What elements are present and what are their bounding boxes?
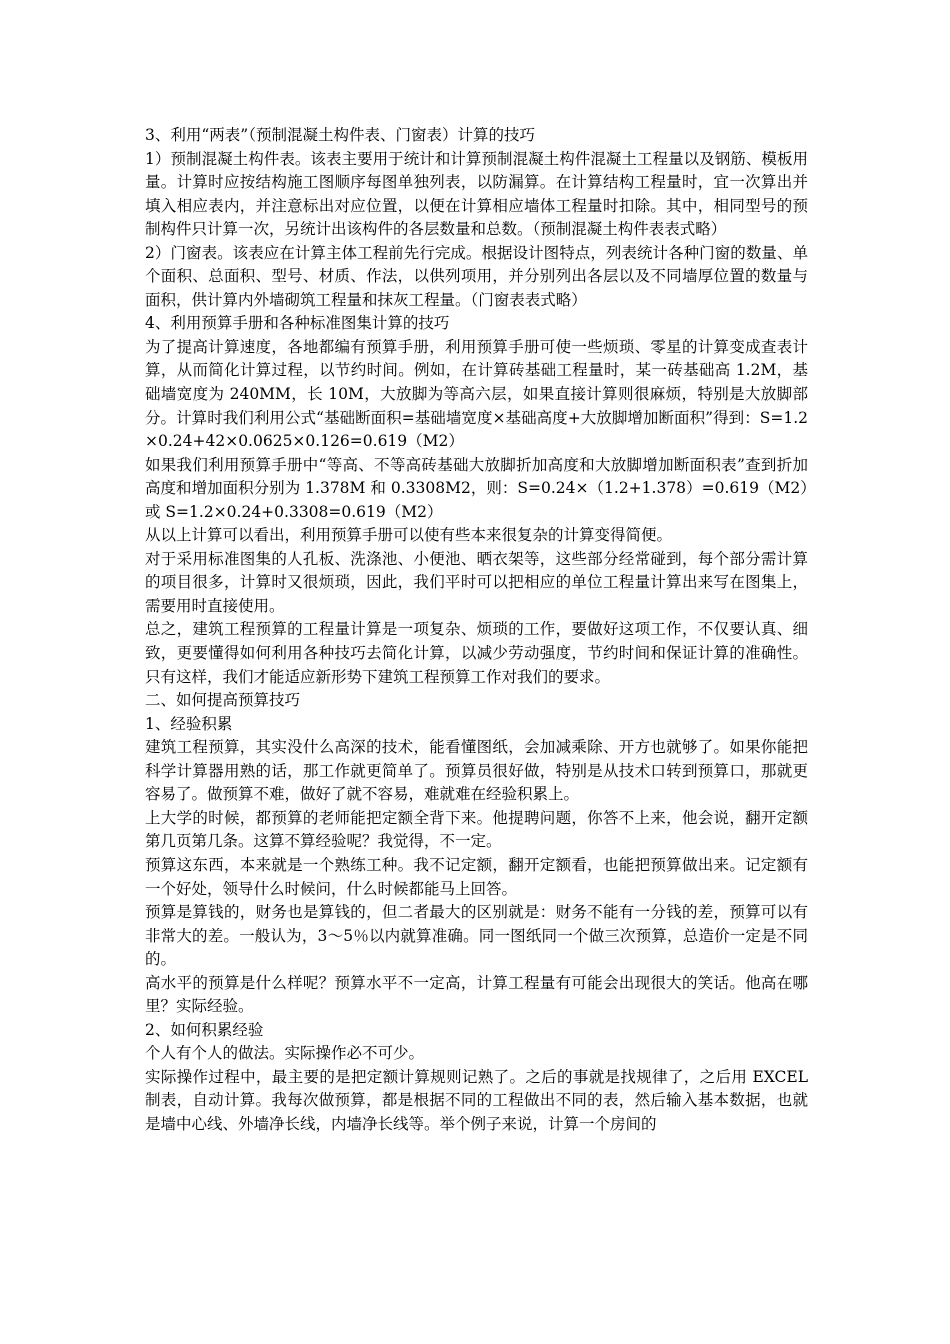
document-body: [145, 124, 808, 1137]
chapter-heading-improve-skills: 二、如何提高预算技巧: [145, 691, 301, 710]
section-heading-experience: 1、经验积累: [145, 714, 233, 733]
paragraph-summary: 总之，建筑工程预算的工程量计算是一项复杂、烦琐的工作，要做好这项工作，不仅要认真、细致，更要懂得如何利用各种技巧去简化计算，以减少劳动强度，节约时间和保证计算的准确性。只有这样，我们才能适应新形势下建筑工程预算工作对我们的要求。: [145, 620, 808, 686]
paragraph-budget-vs-finance: 预算是算钱的，财务也是算钱的，但二者最大的区别就是：财务不能有一分钱的差，预算可以有非常大的差。一般认为，3～5％以内就算准确。同一图纸同一个做三次预算，总造价一定是不同的。: [145, 903, 808, 969]
section-heading-handbook: 4、利用预算手册和各种标准图集计算的技巧: [145, 314, 450, 333]
paragraph-skilled-trade: 预算这东西，本来就是一个熟练工种。我不记定额，翻开定额看，也能把预算做出来。记定额有一个好处，领导什么时候问，什么时候都能马上回答。: [145, 855, 808, 898]
paragraph-personal-method: 个人有个人的做法。实际操作必不可少。: [145, 1044, 425, 1063]
section-heading-accumulate: 2、如何积累经验: [145, 1020, 264, 1039]
paragraph-high-level-budget: 高水平的预算是什么样呢？预算水平不一定高，计算工程量有可能会出现很大的笑话。他高在哪里？实际经验。: [145, 973, 808, 1016]
paragraph-standard-atlas: 对于采用标准图集的人孔板、洗涤池、小便池、晒衣架等，这些部分经常碰到，每个部分需计算的项目很多，计算时又很烦琐，因此，我们平时可以把相应的单位工程量计算出来写在图集上，需要用时直接使用。: [145, 549, 808, 615]
paragraph-door-window-table: 2）门窗表。该表应在计算主体工程前先行完成。根据设计图特点，列表统计各种门窗的数量、单个面积、总面积、型号、材质、作法，以供列项用，并分别列出各层以及不同墙厚位置的数量与面积，供计算内外墙砌筑工程量和抹灰工程量。（门窗表表式略）: [145, 243, 808, 309]
paragraph-handbook-lookup: 如果我们利用预算手册中“等高、不等高砖基础大放脚折加高度和大放脚增加断面积表”查到折加高度和增加面积分别为 1.378M 和 0.3308M2，则：S=0.24×（1.2+1.378）=0.619（M2）或 S=1.2×0.24+0.3308=0.619（M2）: [145, 455, 808, 521]
paragraph-university-teacher: 上大学的时候，都预算的老师能把定额全背下来。他提聘问题，你答不上来，他会说，翻开定额第几页第几条。这算不算经验呢？我觉得，不一定。: [145, 808, 808, 851]
paragraph-practical-operation: 实际操作过程中，最主要的是把定额计算规则记熟了。之后的事就是找规律了，之后用 EXCEL 制表，自动计算。我每次做预算，都是根据不同的工程做出不同的表，然后输入基本数据，也就是墙中心线、外墙净长线，内墙净长线等。举个例子来说，计算一个房间的: [145, 1067, 808, 1133]
paragraph-handbook-example: 为了提高计算速度，各地都编有预算手册，利用预算手册可使一些烦琐、零星的计算变成查表计算，从而简化计算过程，以节约时间。例如，在计算砖基础工程量时，某一砖基础高 1.2M，基础墙宽度为 240MM，长 10M，大放脚为等高六层，如果直接计算则很麻烦，特别是大放脚部分。计算时我们利用公式“基础断面积=基础墙宽度×基础高度+大放脚增加断面积”得到：S=1.2×0.24+42×0.0625×0.126=0.619（M2）: [145, 337, 808, 451]
paragraph-handbook-conclusion: 从以上计算可以看出，利用预算手册可以使有些本来很复杂的计算变得简便。: [145, 526, 673, 545]
paragraph-experience-intro: 建筑工程预算，其实没什么高深的技术，能看懂图纸，会加减乘除、开方也就够了。如果你能把科学计算器用熟的话，那工作就更简单了。预算员很好做，特别是从技术口转到预算口，那就更容易了。做预算不难，做好了就不容易，难就难在经验积累上。: [145, 738, 808, 804]
section-heading-two-tables: 3、利用“两表”（预制混凝土构件表、门窗表）计算的技巧: [145, 126, 535, 144]
paragraph-precast-table: 1）预制混凝土构件表。该表主要用于统计和计算预制混凝土构件混凝土工程量以及钢筋、模板用量。计算时应按结构施工图顺序每图单独列表，以防漏算。在计算结构工程量时，宜一次算出并填入相应表内，并注意标出对应位置，以便在计算相应墙体工程量时扣除。其中，相同型号的预制构件只计算一次，另统计出该构件的各层数量和总数。（预制混凝土构件表表式略）: [145, 149, 808, 239]
